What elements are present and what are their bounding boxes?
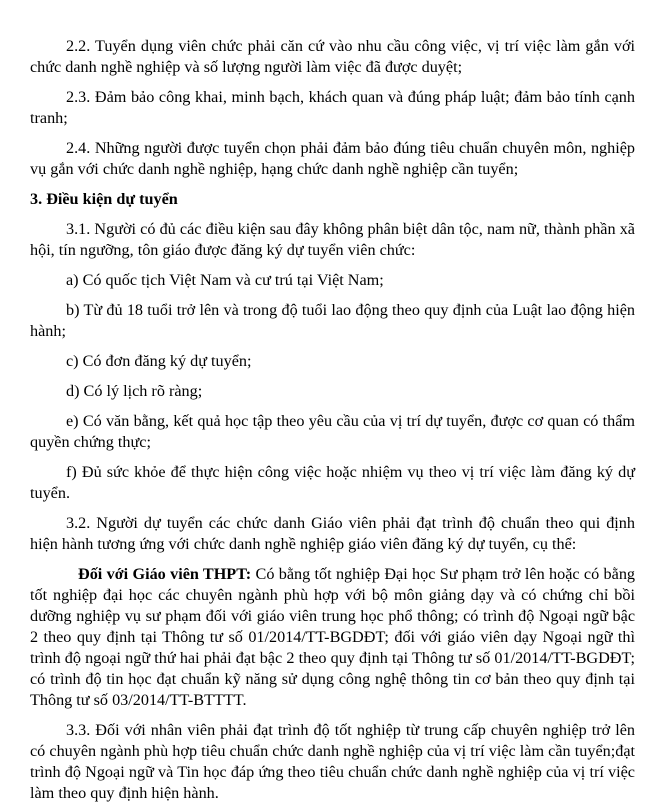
section-3-heading: 3. Điều kiện dự tuyển bbox=[30, 190, 178, 208]
thpt-requirement bbox=[30, 564, 635, 711]
paragraph-3-2: 3.2. Người dự tuyển các chức danh Giáo viên phải đạt trình độ chuẩn theo qui định hiện hành tương ứng với chức danh nghề nghiệp giáo viên đăng ký dự tuyển, cụ thể: bbox=[30, 514, 635, 553]
list-item-f: f) Đủ sức khỏe để thực hiện công việc hoặc nhiệm vụ theo vị trí việc làm đăng ký dự tuyển. bbox=[30, 463, 635, 502]
thpt-text: Có bằng tốt nghiệp Đại học Sư phạm trở lên hoặc có bằng tốt nghiệp đại học các chuyên ngành phù hợp với bộ môn giảng dạy và có chứng chỉ bồi dưỡng nghiệp vụ sư phạm đối với giáo viên trung học phổ thông; có trình độ Ngoại ngữ bậc 2 theo quy định tại Thông tư số 01/2014/TT-BGDĐT; đối với giáo viên dạy Ngoại ngữ thì trình độ ngoại ngữ thứ hai phải đạt bậc 2 theo quy định tại Thông tư số 01/2014/TT-BGDĐT; có trình độ tin học đạt chuẩn kỹ năng sử dụng công nghệ thông tin cơ bản theo quy định tại Thông tư số 03/2014/TT-BTTTT. bbox=[30, 565, 636, 709]
list-item-e: e) Có văn bằng, kết quả học tập theo yêu cầu của vị trí dự tuyển, được cơ quan có thẩm quyền chứng thực; bbox=[30, 412, 635, 451]
list-item-a: a) Có quốc tịch Việt Nam và cư trú tại Việt Nam; bbox=[66, 271, 384, 289]
list-item-c: c) Có đơn đăng ký dự tuyển; bbox=[66, 352, 252, 370]
paragraph-3-1: 3.1. Người có đủ các điều kiện sau đây không phân biệt dân tộc, nam nữ, thành phần xã hội, tín ngưỡng, tôn giáo được đăng ký dự tuyển viên chức: bbox=[30, 220, 635, 259]
list-item-b: b) Từ đủ 18 tuổi trở lên và trong độ tuổi lao động theo quy định của Luật lao động hiện hành; bbox=[30, 301, 635, 340]
paragraph-2-2: 2.2. Tuyển dụng viên chức phải căn cứ vào nhu cầu công việc, vị trí việc làm gắn với chức danh nghề nghiệp và số lượng người làm việc đã được duyệt; bbox=[30, 37, 635, 76]
paragraph-3-3: 3.3. Đối với nhân viên phải đạt trình độ tốt nghiệp từ trung cấp chuyên nghiệp trở lên có chuyên ngành phù hợp tiêu chuẩn chức danh nghề nghiệp của vị trí việc làm cần tuyển;đạt trình độ Ngoại ngữ và Tin học đáp ứng theo tiêu chuẩn chức danh nghề nghiệp của vị trí việc làm theo quy định hiện hành. bbox=[30, 721, 635, 802]
list-item-d: d) Có lý lịch rõ ràng; bbox=[66, 382, 203, 400]
thpt-label: Đối với Giáo viên THPT: bbox=[78, 565, 252, 583]
paragraph-2-3: 2.3. Đảm bảo công khai, minh bạch, khách quan và đúng pháp luật; đảm bảo tính cạnh tranh; bbox=[30, 88, 635, 127]
paragraph-2-4: 2.4. Những người được tuyển chọn phải đảm bảo đúng tiêu chuẩn chuyên môn, nghiệp vụ gắn với chức danh nghề nghiệp, hạng chức danh nghề nghiệp cần tuyển; bbox=[30, 139, 635, 178]
